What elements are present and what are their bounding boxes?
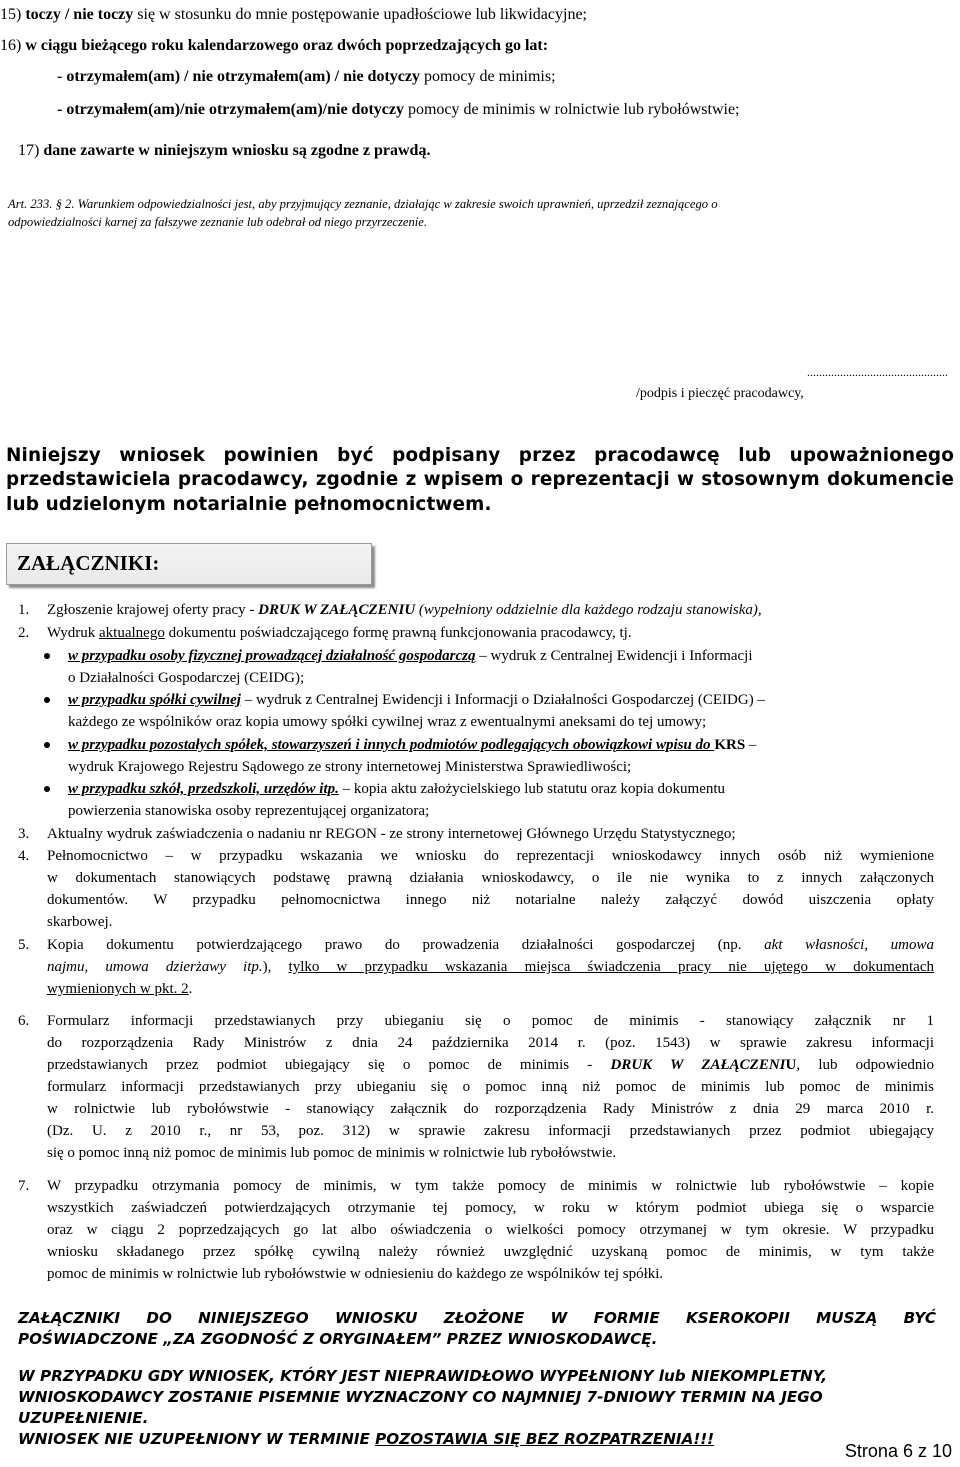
list-item-6-line-1: Formularz informacji przedstawianych przy ubieganiu się o pomoc de minimis - stanowiący załącznik nr 1 bbox=[47, 1013, 934, 1029]
bullet-3-line-2: wydruk Krajowego Rejestru Sądowego ze strony internetowej Ministerstwa Sprawiedliwości; bbox=[68, 759, 632, 775]
bullet-3-line-1: w przypadku pozostałych spółek, stowarzyszeń i innych podmiotów podlegających obowiązkowi wpisu do KRS – bbox=[68, 737, 757, 753]
list-item-7-line-2: wszystkich zaświadczeń potwierdzających otrzymanie tej pomocy, w roku w którym podmiot ubiega się o wsparcie bbox=[47, 1200, 934, 1216]
copies-notice-line-1: ZAŁĄCZNIKI DO NINIEJSZEGO WNIOSKU ZŁOŻONE W FORMIE KSEROKOPII MUSZĄ BYĆ bbox=[18, 1309, 936, 1327]
list-item-4-line-2: w dokumentach stanowiących podstawę prawną działania wnioskodawcy, o ile nie wynika to z innych załączonych bbox=[47, 870, 934, 886]
list-item-5-num: 5. bbox=[18, 937, 30, 953]
notice-line-2: przedstawiciela pracodawcy, zgodnie z wpisem o reprezentacji w stosownym dokumencie bbox=[6, 469, 954, 490]
bullet-1-line-1: w przypadku osoby fizycznej prowadzącej działalność gospodarczą – wydruk z Centralnej Ewidencji i Informacji bbox=[68, 648, 753, 664]
list-item-2-num: 2. bbox=[18, 625, 30, 641]
statement-17: 17) dane zawarte w niniejszym wniosku są zgodne z prawdą. bbox=[18, 142, 431, 159]
statement-16: 16) w ciągu bieżącego roku kalendarzowego oraz dwóch poprzedzających go lat: bbox=[0, 37, 549, 54]
bullet-4-line-2: powierzenia stanowiska osoby reprezentującej organizatora; bbox=[68, 803, 430, 819]
list-item-5-line-2: najmu, umowa dzierżawy itp.), tylko w przypadku wskazania miejsca świadczenia pracy nie ujętego w dokumentach bbox=[47, 959, 934, 975]
list-item-7-line-1: W przypadku otrzymania pomocy de minimis, w tym także pomocy de minimis w rolnictwie lub rybołówstwie – kopie bbox=[47, 1178, 934, 1194]
bullet-4-line-1: w przypadku szkół, przedszkoli, urzędów itp. – kopia aktu założycielskiego lub statutu oraz kopia dokumentu bbox=[68, 781, 726, 797]
bullet-icon bbox=[44, 697, 50, 703]
bullet-icon bbox=[44, 742, 50, 748]
list-item-2-text: Wydruk aktualnego dokumentu poświadczającego formę prawną funkcjonowania pracodawcy, tj. bbox=[47, 625, 632, 641]
article-quote-line-1: Art. 233. § 2. Warunkiem odpowiedzialności jest, aby przyjmujący zeznanie, działając w zakresie swoich uprawnień, uprzedził zeznającego o bbox=[8, 197, 718, 211]
bullet-icon bbox=[44, 653, 50, 659]
notice-line-1: Niniejszy wniosek powinien być podpisany przez pracodawcę lub upoważnionego bbox=[6, 445, 954, 466]
list-item-4-num: 4. bbox=[18, 848, 30, 864]
list-item-6-num: 6. bbox=[18, 1013, 30, 1029]
bullet-2-line-2: każdego ze wspólników oraz kopia umowy spółki cywilnej wraz z ewentualnymi aneksami do tej umowy; bbox=[68, 714, 707, 730]
list-item-7-line-4: wniosku składanego przez spółkę cywilną należy również uwzględnić uzyskaną pomoc de minimis, w tym także bbox=[47, 1244, 934, 1260]
list-item-6-line-6: (Dz. U. z 2010 r., nr 53, poz. 312) w sprawie zakresu informacji przedstawianych przez podmiot ubiegający bbox=[47, 1123, 934, 1139]
signature-line: ............................................... bbox=[807, 365, 948, 379]
copies-notice-line-2: POŚWIADCZONE „ZA ZGODNOŚĆ Z ORYGINAŁEM” PRZEZ WNIOSKODAWCĘ. bbox=[18, 1330, 658, 1348]
signature-caption: /podpis i pieczęć pracodawcy, bbox=[636, 386, 804, 401]
list-item-6-line-2: do rozporządzenia Rady Ministrów z dnia 24 października 2014 r. (poz. 1543) w sprawie zakresu informacji bbox=[47, 1035, 934, 1051]
incomplete-notice-line-2: WNIOSKODAWCY ZOSTANIE PISEMNIE WYZNACZONY CO NAJMNIEJ 7-DNIOWY TERMIN NA JEGO bbox=[18, 1388, 823, 1406]
bullet-icon bbox=[44, 786, 50, 792]
list-item-1: 1. bbox=[18, 602, 30, 618]
list-item-5-line-1: Kopia dokumentu potwierdzającego prawo do prowadzenia działalności gospodarczej (np. akt własności, umowa bbox=[47, 937, 934, 953]
attachments-heading-box bbox=[6, 543, 372, 585]
list-item-7-num: 7. bbox=[18, 1178, 30, 1194]
list-item-4-line-1: Pełnomocnictwo – w przypadku wskazania we wniosku do reprezentacji wnioskodawcy innych osób niż wymienione bbox=[47, 848, 934, 864]
list-item-5-line-3: wymienionych w pkt. 2. bbox=[47, 981, 193, 997]
list-item-6-line-4: formularz informacji przedstawianych przy ubieganiu się o pomoc inną niż pomoc de minimis lub pomoc de minimis bbox=[47, 1079, 934, 1095]
list-item-3-text: Aktualny wydruk zaświadczenia o nadaniu nr REGON - ze strony internetowej Głównego Urzędu Statystycznego; bbox=[47, 826, 736, 842]
list-item-6-line-7: się o pomoc inną niż pomoc de minimis lub pomoc de minimis w rolnictwie lub rybołówstwie. bbox=[47, 1145, 617, 1161]
attachments-heading: ZAŁĄCZNIKI: bbox=[17, 551, 160, 575]
page-number: Strona 6 z 10 bbox=[844, 1441, 952, 1461]
list-item-4-line-4: skarbowej. bbox=[47, 914, 113, 930]
list-item-7-line-5: pomoc de minimis w rolnictwie lub rybołówstwie w odniesieniu do każdego ze wspólników tej spółki. bbox=[47, 1266, 664, 1282]
bullet-2-line-1: w przypadku spółki cywilnej – wydruk z Centralnej Ewidencji i Informacji o Działalności Gospodarczej (CEIDG) – bbox=[68, 692, 765, 708]
incomplete-notice-line-4: WNIOSEK NIE UZUPEŁNIONY W TERMINIE POZOSTAWIA SIĘ BEZ ROZPATRZENIA!!! bbox=[18, 1430, 715, 1448]
statement-16b: - otrzymałem(am)/nie otrzymałem(am)/nie dotyczy pomocy de minimis w rolnictwie lub rybołówstwie; bbox=[57, 101, 740, 118]
notice-line-3: lub udzielonym notarialnie pełnomocnictwem. bbox=[6, 494, 492, 515]
statement-15: 15) toczy / nie toczy się w stosunku do mnie postępowanie upadłościowe lub likwidacyjne; bbox=[0, 6, 587, 23]
list-item-7-line-3: oraz w ciągu 2 poprzedzających go lat albo oświadczenia o wielkości pomocy otrzymanej w tym okresie. W przypadku bbox=[47, 1222, 934, 1238]
list-item-4-line-3: dokumentów. W przypadku pełnomocnictwa innego niż notarialne należy załączyć dowód uiszczenia opłaty bbox=[47, 892, 934, 908]
incomplete-notice-line-1: W PRZYPADKU GDY WNIOSEK, KTÓRY JEST NIEPRAWIDŁOWO WYPEŁNIONY lub NIEKOMPLETNY, bbox=[18, 1367, 828, 1385]
list-item-6-line-3: przedstawianych przez podmiot ubiegający się o pomoc de minimis - DRUK W ZAŁĄCZENIU, lub odpowiednio bbox=[47, 1057, 935, 1073]
bullet-1-line-2: o Działalności Gospodarczej (CEIDG); bbox=[68, 670, 305, 686]
list-item-3-num: 3. bbox=[18, 826, 30, 842]
list-item-6-line-5: w rolnictwie lub rybołówstwie - stanowiący załącznik do rozporządzenia Rady Ministrów z dnia 29 marca 2010 r. bbox=[47, 1101, 934, 1117]
incomplete-notice-line-3: UZUPEŁNIENIE. bbox=[18, 1409, 149, 1427]
list-item-1-text: Zgłoszenie krajowej oferty pracy - DRUK W ZAŁĄCZENIU (wypełniony oddzielnie dla każdego rodzaju stanowiska), bbox=[47, 602, 762, 618]
statement-16a: - otrzymałem(am) / nie otrzymałem(am) / nie dotyczy pomocy de minimis; bbox=[57, 68, 556, 85]
article-quote-line-2: odpowiedzialności karnej za fałszywe zeznanie lub odebrał od niego przyrzeczenie. bbox=[8, 215, 428, 229]
